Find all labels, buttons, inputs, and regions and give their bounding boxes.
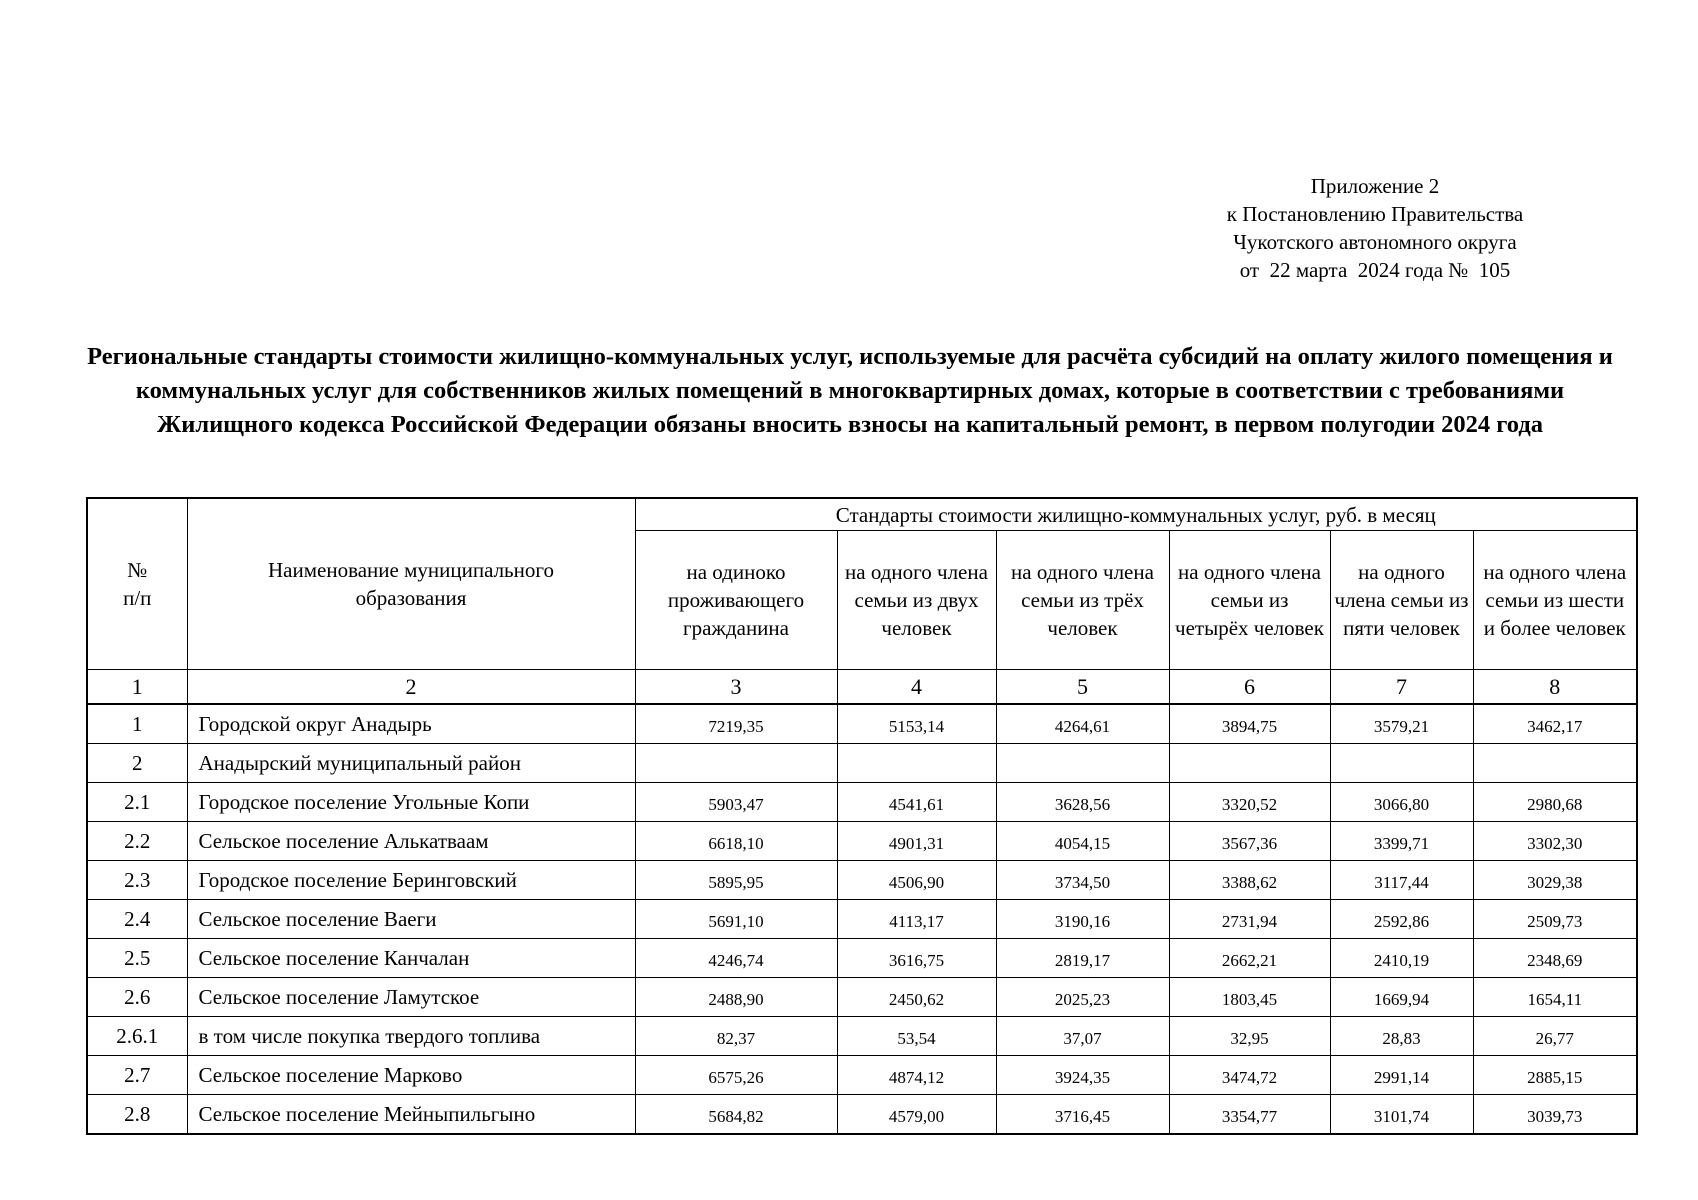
cost-value: 2025,23 xyxy=(996,978,1169,1017)
cost-value: 3039,73 xyxy=(1473,1095,1637,1135)
cost-value: 3066,80 xyxy=(1330,783,1473,822)
cost-value: 3567,36 xyxy=(1169,822,1330,861)
header-col-4: на одного члена семьи из четырёх человек xyxy=(1169,531,1330,670)
cost-value: 4874,12 xyxy=(837,1056,996,1095)
cost-value: 3924,35 xyxy=(996,1056,1169,1095)
cost-value: 3190,16 xyxy=(996,900,1169,939)
cost-value: 2980,68 xyxy=(1473,783,1637,822)
municipality-name: Городское поселение Угольные Копи xyxy=(187,783,635,822)
table-row xyxy=(87,1095,1637,1135)
row-number: 2.4 xyxy=(87,900,187,939)
municipality-name: Сельское поселение Ваеги xyxy=(187,900,635,939)
cost-value xyxy=(1473,744,1637,783)
table-row xyxy=(87,1056,1637,1095)
cost-value: 3616,75 xyxy=(837,939,996,978)
cost-value: 3894,75 xyxy=(1169,704,1330,744)
cost-value xyxy=(996,744,1169,783)
table-row xyxy=(87,704,1637,744)
cost-value: 4054,15 xyxy=(996,822,1169,861)
cost-value: 3029,38 xyxy=(1473,861,1637,900)
appendix-line-3: Чукотского автономного округа xyxy=(1233,230,1517,254)
municipality-name: Сельское поселение Марково xyxy=(187,1056,635,1095)
cost-value: 4506,90 xyxy=(837,861,996,900)
cost-value: 4113,17 xyxy=(837,900,996,939)
row-number: 2.6 xyxy=(87,978,187,1017)
municipality-name: Городское поселение Беринговский xyxy=(187,861,635,900)
appendix-line-2: к Постановлению Правительства xyxy=(1226,202,1524,226)
municipality-name: Сельское поселение Алькатваам xyxy=(187,822,635,861)
cost-value: 4901,31 xyxy=(837,822,996,861)
cost-value xyxy=(1330,744,1473,783)
cost-value: 6575,26 xyxy=(635,1056,837,1095)
column-number: 3 xyxy=(635,670,837,705)
cost-value: 5691,10 xyxy=(635,900,837,939)
table-row xyxy=(87,822,1637,861)
column-number: 8 xyxy=(1473,670,1637,705)
cost-value: 4264,61 xyxy=(996,704,1169,744)
cost-value: 28,83 xyxy=(1330,1017,1473,1056)
table-row xyxy=(87,939,1637,978)
cost-value: 6618,10 xyxy=(635,822,837,861)
header-col-3: на одного члена семьи из трёх человек xyxy=(996,531,1169,670)
header-col-5: на одного члена семьи из пяти человек xyxy=(1330,531,1473,670)
column-number: 4 xyxy=(837,670,996,705)
cost-value: 3399,71 xyxy=(1330,822,1473,861)
header-no: № п/п xyxy=(87,498,187,670)
cost-value: 3462,17 xyxy=(1473,704,1637,744)
cost-value: 1803,45 xyxy=(1169,978,1330,1017)
header-col-1: на одиноко проживающего гражданина xyxy=(635,531,837,670)
municipality-name: Сельское поселение Ламутское xyxy=(187,978,635,1017)
cost-value: 2509,73 xyxy=(1473,900,1637,939)
row-number: 2.7 xyxy=(87,1056,187,1095)
row-number: 2.8 xyxy=(87,1095,187,1135)
cost-value: 3734,50 xyxy=(996,861,1169,900)
cost-value xyxy=(1169,744,1330,783)
municipality-name: в том числе покупка твердого топлива xyxy=(187,1017,635,1056)
cost-value: 2885,15 xyxy=(1473,1056,1637,1095)
row-number: 2.5 xyxy=(87,939,187,978)
cost-value: 3628,56 xyxy=(996,783,1169,822)
appendix-block xyxy=(1160,172,1590,284)
cost-value xyxy=(635,744,837,783)
municipality-name: Сельское поселение Канчалан xyxy=(187,939,635,978)
cost-value: 32,95 xyxy=(1169,1017,1330,1056)
cost-value: 26,77 xyxy=(1473,1017,1637,1056)
cost-value: 2731,94 xyxy=(1169,900,1330,939)
row-number: 2 xyxy=(87,744,187,783)
municipality-name: Сельское поселение Мейныпильгыно xyxy=(187,1095,635,1135)
cost-value: 3388,62 xyxy=(1169,861,1330,900)
cost-value: 4579,00 xyxy=(837,1095,996,1135)
table-row xyxy=(87,900,1637,939)
cost-value: 5684,82 xyxy=(635,1095,837,1135)
cost-value: 3354,77 xyxy=(1169,1095,1330,1135)
cost-value: 5153,14 xyxy=(837,704,996,744)
header-col-6: на одного члена семьи из шести и более человек xyxy=(1473,531,1637,670)
row-number: 2.6.1 xyxy=(87,1017,187,1056)
column-number: 2 xyxy=(187,670,635,705)
column-number: 6 xyxy=(1169,670,1330,705)
cost-value: 7219,35 xyxy=(635,704,837,744)
table-row xyxy=(87,744,1637,783)
cost-value: 3101,74 xyxy=(1330,1095,1473,1135)
column-number-row xyxy=(87,670,1637,705)
cost-value: 3320,52 xyxy=(1169,783,1330,822)
table-body xyxy=(87,498,1637,1134)
table-row xyxy=(87,783,1637,822)
cost-value: 5895,95 xyxy=(635,861,837,900)
appendix-line-4: от 22 марта 2024 года № 105 xyxy=(1239,258,1511,282)
cost-value: 3117,44 xyxy=(1330,861,1473,900)
cost-value: 37,07 xyxy=(996,1017,1169,1056)
column-number: 7 xyxy=(1330,670,1473,705)
appendix-line-1: Приложение 2 xyxy=(1310,174,1440,198)
cost-value: 2991,14 xyxy=(1330,1056,1473,1095)
header-col-2: на одного члена семьи из двух человек xyxy=(837,531,996,670)
cost-value xyxy=(837,744,996,783)
cost-value: 2410,19 xyxy=(1330,939,1473,978)
cost-value: 3579,21 xyxy=(1330,704,1473,744)
municipality-name: Анадырский муниципальный район xyxy=(187,744,635,783)
row-number: 2.1 xyxy=(87,783,187,822)
cost-value: 3302,30 xyxy=(1473,822,1637,861)
cost-value: 5903,47 xyxy=(635,783,837,822)
table-row xyxy=(87,1017,1637,1056)
municipality-name: Городской округ Анадырь xyxy=(187,704,635,744)
standards-table xyxy=(86,497,1638,1135)
cost-value: 2592,86 xyxy=(1330,900,1473,939)
header-name: Наименование муниципального образования xyxy=(187,498,635,670)
cost-value: 2450,62 xyxy=(837,978,996,1017)
header-group: Стандарты стоимости жилищно-коммунальных услуг, руб. в месяц xyxy=(635,498,1637,531)
cost-value: 2348,69 xyxy=(1473,939,1637,978)
cost-value: 4246,74 xyxy=(635,939,837,978)
cost-value: 3716,45 xyxy=(996,1095,1169,1135)
cost-value: 1669,94 xyxy=(1330,978,1473,1017)
row-number: 1 xyxy=(87,704,187,744)
cost-value: 2488,90 xyxy=(635,978,837,1017)
row-number: 2.2 xyxy=(87,822,187,861)
cost-value: 53,54 xyxy=(837,1017,996,1056)
cost-value: 2662,21 xyxy=(1169,939,1330,978)
column-number: 1 xyxy=(87,670,187,705)
table-row xyxy=(87,978,1637,1017)
cost-value: 1654,11 xyxy=(1473,978,1637,1017)
header-row-group xyxy=(87,498,1637,531)
column-number: 5 xyxy=(996,670,1169,705)
cost-value: 82,37 xyxy=(635,1017,837,1056)
cost-value: 4541,61 xyxy=(837,783,996,822)
row-number: 2.3 xyxy=(87,861,187,900)
table-row xyxy=(87,861,1637,900)
document-title: Региональные стандарты стоимости жилищно-коммунальных услуг, используемые для расчёта субсидий на оплату жилого помещения и коммунальных услуг для собственников жилых помещений в многоквартирных домах, которые в соответствии с требованиями Жилищного кодекса Российской Федерации обязаны вносить взносы на капитальный ремонт, в первом полугодии 2024 года xyxy=(87,343,1613,438)
cost-value: 2819,17 xyxy=(996,939,1169,978)
cost-value: 3474,72 xyxy=(1169,1056,1330,1095)
